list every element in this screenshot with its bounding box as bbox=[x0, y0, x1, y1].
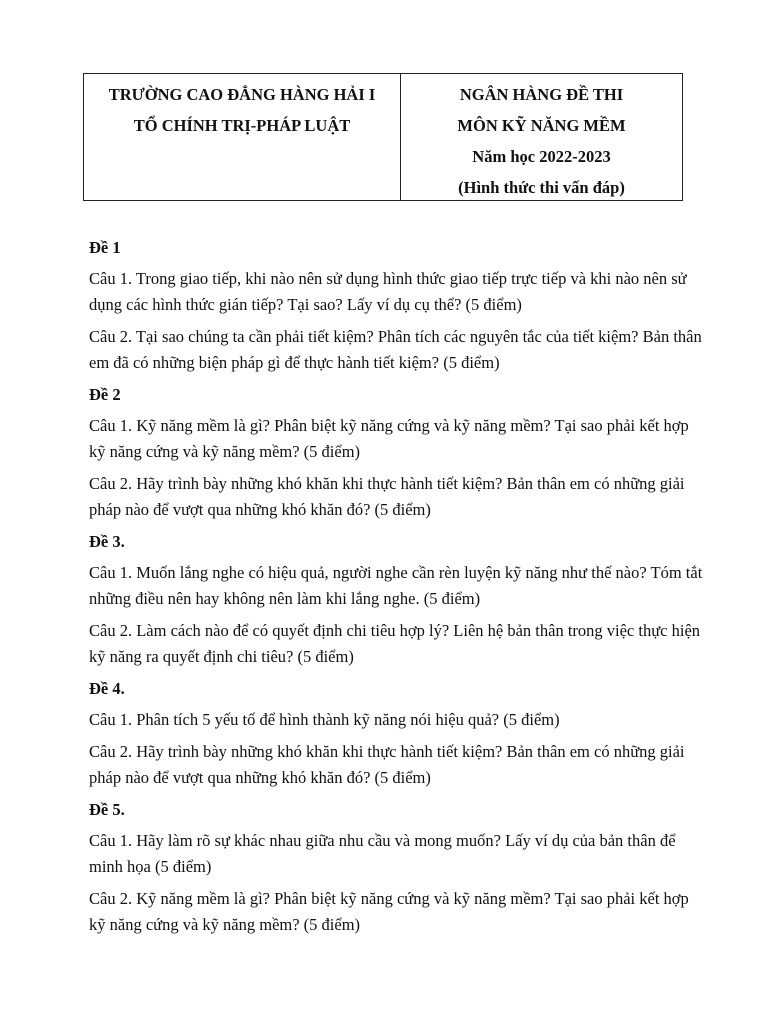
question-2: Câu 2. Tại sao chúng ta cần phải tiết kiệm? Phân tích các nguyên tắc của tiết kiệm? Bản thân em đã có những biện pháp gì để thực hành tiết kiệm? (5 điểm) bbox=[89, 327, 702, 372]
subject-name: MÔN KỸ NĂNG MỀM bbox=[457, 116, 626, 135]
exam-format: (Hình thức thi vấn đáp) bbox=[458, 178, 625, 197]
question-2: Câu 2. Kỹ năng mềm là gì? Phân biệt kỹ năng cứng và kỹ năng mềm? Tại sao phải kết hợp kỹ năng cứng và kỹ năng mềm? (5 điểm) bbox=[89, 889, 689, 934]
question-1: Câu 1. Muốn lắng nghe có hiệu quả, người nghe cần rèn luyện kỹ năng như thế nào? Tóm tắt những điều nên hay không nên làm khi lắng nghe. (5 điểm) bbox=[89, 563, 703, 608]
exam-set-2 bbox=[89, 382, 709, 523]
exam-bank-title: NGÂN HÀNG ĐỀ THI bbox=[459, 85, 624, 104]
school-name: TRƯỜNG CAO ĐẲNG HÀNG HẢI I bbox=[108, 85, 376, 104]
question-2: Câu 2. Hãy trình bày những khó khăn khi thực hành tiết kiệm? Bản thân em có những giải pháp nào để vượt qua những khó khăn đó? (5 điểm) bbox=[89, 742, 685, 787]
school-year: Năm học 2022-2023 bbox=[472, 147, 611, 166]
exam-set-5 bbox=[89, 797, 709, 938]
exam-set-title: Đề 5. bbox=[89, 800, 125, 819]
exam-set-title: Đề 1 bbox=[89, 238, 121, 257]
exam-set-title: Đề 4. bbox=[89, 679, 125, 698]
header-left-cell bbox=[84, 74, 401, 200]
question-1: Câu 1. Phân tích 5 yếu tố để hình thành kỹ năng nói hiệu quả? (5 điểm) bbox=[89, 710, 560, 729]
question-2: Câu 2. Hãy trình bày những khó khăn khi thực hành tiết kiệm? Bản thân em có những giải pháp nào để vượt qua những khó khăn đó? (5 điểm) bbox=[89, 474, 685, 519]
header-right-cell bbox=[401, 74, 682, 200]
department-name: TỔ CHÍNH TRỊ-PHÁP LUẬT bbox=[133, 116, 351, 135]
question-1: Câu 1. Hãy làm rõ sự khác nhau giữa nhu cầu và mong muốn? Lấy ví dụ của bản thân để minh họa (5 điểm) bbox=[89, 831, 676, 876]
header-table bbox=[83, 73, 683, 201]
exam-set-3 bbox=[89, 529, 709, 670]
question-2: Câu 2. Làm cách nào để có quyết định chi tiêu hợp lý? Liên hệ bản thân trong việc thực hiện kỹ năng ra quyết định chi tiêu? (5 điểm) bbox=[89, 621, 701, 666]
question-1: Câu 1. Kỹ năng mềm là gì? Phân biệt kỹ năng cứng và kỹ năng mềm? Tại sao phải kết hợp kỹ năng cứng và kỹ năng mềm? (5 điểm) bbox=[89, 416, 689, 461]
question-1: Câu 1. Trong giao tiếp, khi nào nên sử dụng hình thức giao tiếp trực tiếp và khi nào nên sử dụng các hình thức gián tiếp? Tại sao? Lấy ví dụ cụ thể? (5 điểm) bbox=[89, 269, 687, 314]
exam-set-title: Đề 3. bbox=[89, 532, 125, 551]
exam-content bbox=[89, 235, 709, 944]
exam-set-4 bbox=[89, 676, 709, 791]
exam-set-1 bbox=[89, 235, 709, 376]
exam-set-title: Đề 2 bbox=[89, 385, 121, 404]
